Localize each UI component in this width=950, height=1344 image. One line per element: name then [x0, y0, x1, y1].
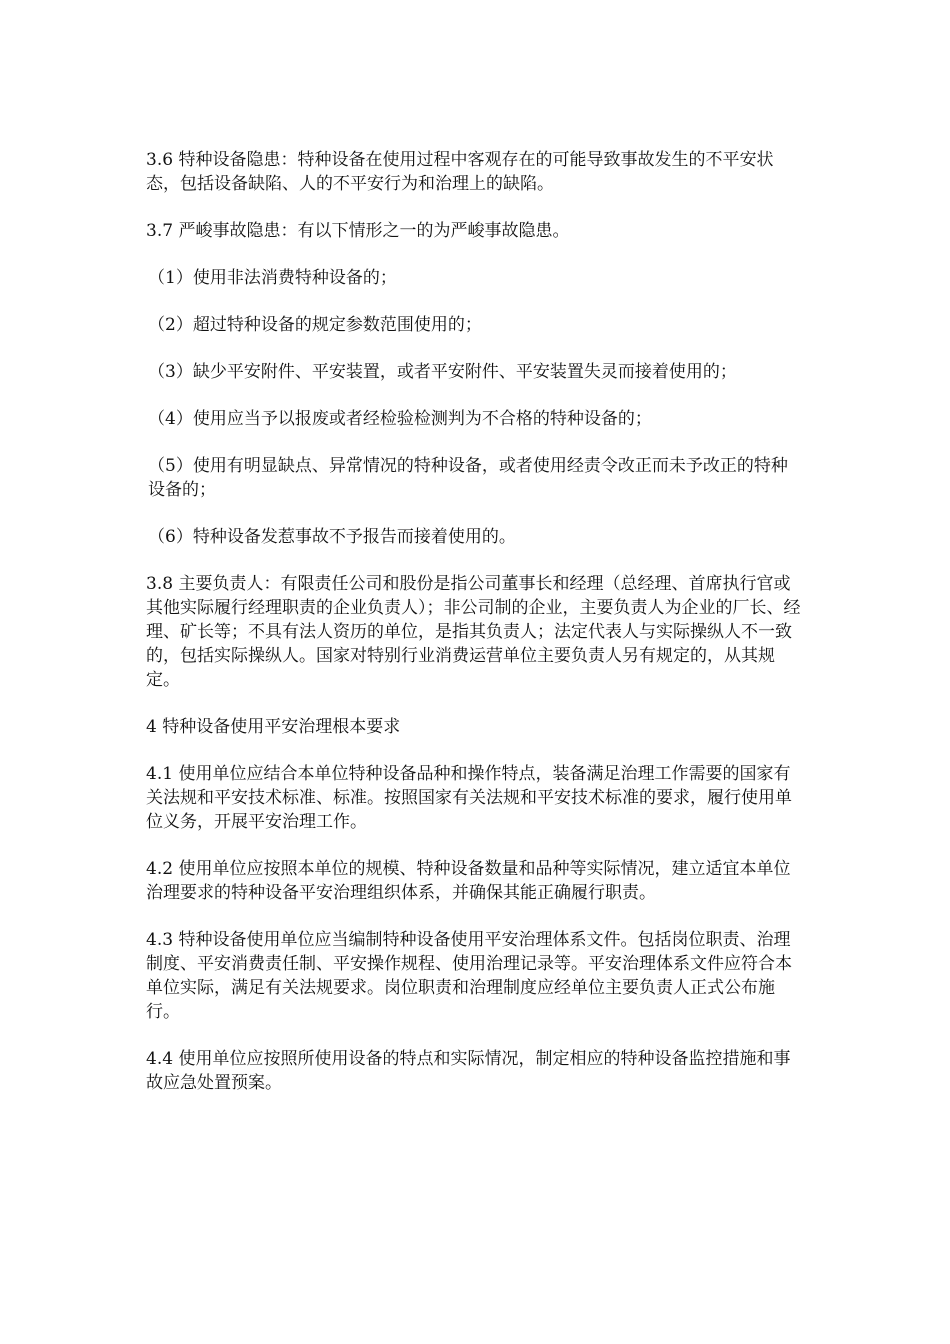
- paragraph-4-1: 4.1 使用单位应结合本单位特种设备品种和操作特点，装备满足治理工作需要的国家有关法规和平安技术标准、标准。按照国家有关法规和平安技术标准的要求，履行使用单位义务，开展平安治理工作。: [146, 764, 792, 832]
- paragraph-4-4: 4.4 使用单位应按照所使用设备的特点和实际情况，制定相应的特种设备监控措施和事故应急处置预案。: [146, 1049, 791, 1093]
- list-item-5: （5）使用有明显缺点、异常情况的特种设备，或者使用经责令改正而未予改正的特种设备的；: [148, 456, 788, 500]
- list-item-3: （3）缺少平安附件、平安装置，或者平安附件、平安装置失灵而接着使用的；: [148, 362, 737, 382]
- paragraph-4-2: 4.2 使用单位应按照本单位的规模、特种设备数量和品种等实际情况，建立适宜本单位治理要求的特种设备平安治理组织体系，并确保其能正确履行职责。: [146, 859, 791, 903]
- list-item-6: （6）特种设备发惹事故不予报告而接着使用的。: [148, 527, 516, 547]
- paragraph-3-8-definition: 3.8 主要负责人：有限责任公司和股份是指公司董事长和经理（总经理、首席执行官或其他实际履行经理职责的企业负责人）；非公司制的企业，主要负责人为企业的厂长、经理、矿长等；不具有法人资历的单位，是指其负责人；法定代表人与实际操纵人不一致的，包括实际操纵人。国家对特别行业消费运营单位主要负责人另有规定的，从其规定。: [146, 574, 801, 690]
- paragraph-3-7-definition: 3.7 严峻事故隐患：有以下情形之一的为严峻事故隐患。: [146, 221, 570, 241]
- list-item-2: （2）超过特种设备的规定参数范围使用的；: [148, 315, 482, 335]
- list-item-4: （4）使用应当予以报废或者经检验检测判为不合格的特种设备的；: [148, 409, 652, 429]
- document-page: [146, 148, 802, 1118]
- section-heading-4: 4 特种设备使用平安治理根本要求: [146, 717, 401, 737]
- paragraph-4-3: 4.3 特种设备使用单位应当编制特种设备使用平安治理体系文件。包括岗位职责、治理制度、平安消费责任制、平安操作规程、使用治理记录等。平安治理体系文件应符合本单位实际，满足有关法规要求。岗位职责和治理制度应经单位主要负责人正式公布施行。: [146, 930, 792, 1022]
- list-item-1: （1）使用非法消费特种设备的；: [148, 268, 397, 288]
- paragraph-3-6-definition: 3.6 特种设备隐患：特种设备在使用过程中客观存在的可能导致事故发生的不平安状态，包括设备缺陷、人的不平安行为和治理上的缺陷。: [146, 150, 774, 194]
